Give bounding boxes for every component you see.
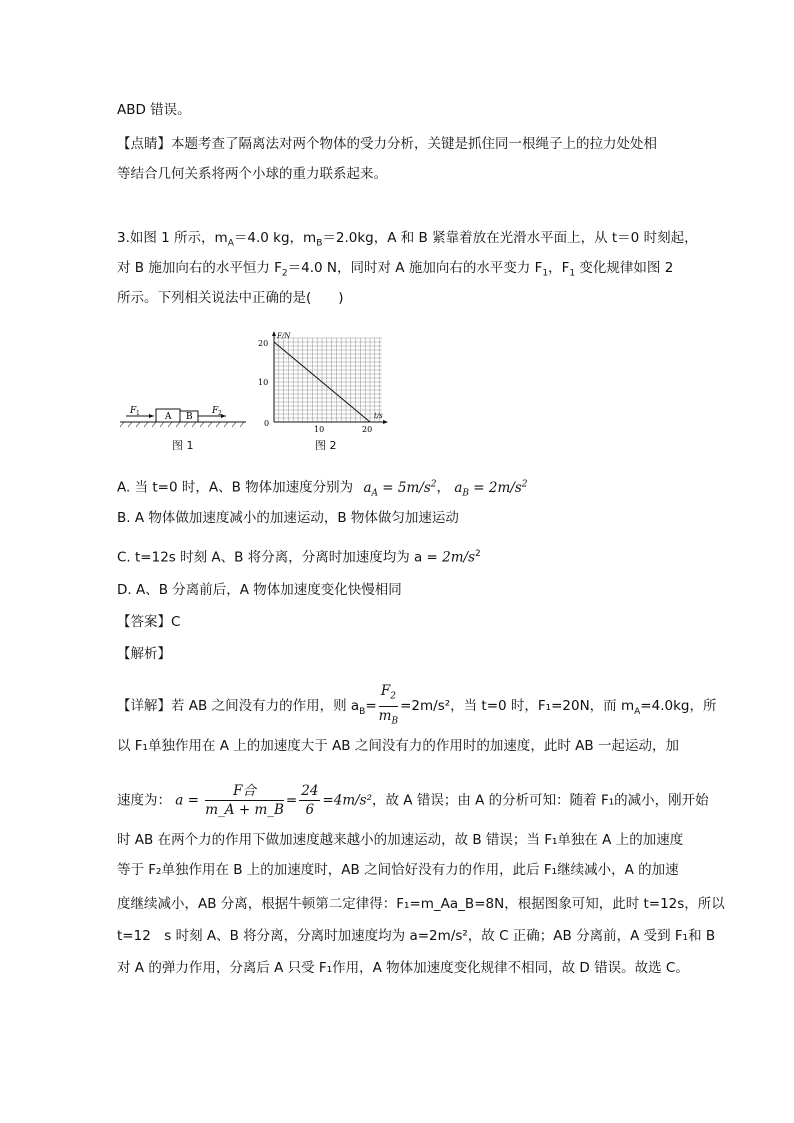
answer: 【答案】C [117, 614, 181, 630]
svg-text:1: 1 [136, 410, 140, 417]
question-line: 3.如图 1 所示，$m_A=4.0$ kg，$m_B=2.0kg$，A 和 B 紧靠着放在光滑水平面上，从 t＝0 时刻起， [117, 230, 698, 249]
option-d: D. A、B 分离前后，A 物体加速度变化快慢相同 [117, 582, 402, 598]
block-b-label: B [186, 412, 193, 422]
explanation-line: 以 F₁单独作用在 A 上的加速度大于 AB 之间没有力的作用时的加速度，此时 AB 一起运动，加 [117, 738, 679, 754]
explanation-line: 时 AB 在两个力的作用下做加速度越来越小的加速运动，故 B 错误；当 F₁单独在 A 上的加速度 [117, 832, 684, 848]
question-line: 所示。下列相关说法中正确的是( ) [117, 290, 344, 306]
chart-grid [274, 338, 382, 422]
option-c: C. t=12s 时刻 A、B 将分离，分离时加速度均为 $a = 2m/s^2$ [117, 549, 481, 566]
option-b: B. A 物体做加速度减小的加速运动，B 物体做匀加速运动 [117, 510, 459, 526]
text-line: 【点睛】本题考查了隔离法对两个物体的受力分析，关键是抓住同一根绳子上的拉力处处相 [117, 136, 657, 152]
y-axis-label: F/N [277, 332, 291, 340]
figure-1 [120, 392, 250, 442]
block-a-label: A [165, 412, 172, 422]
figure-2-chart [252, 330, 392, 440]
svg-text:2: 2 [218, 410, 222, 417]
figure-1-caption: 图 1 [172, 439, 194, 452]
explanation-line: 等于 F₂单独作用在 B 上的加速度时，AB 之间恰好没有力的作用，此后 F₁继续减小，A 的加速 [117, 862, 679, 878]
analysis-heading: 【解析】 [117, 646, 171, 662]
explanation-line: 对 A 的弹力作用，分离后 A 只受 F₁作用，A 物体加速度变化规律不相同，故 D 错误。故选 C。 [117, 960, 689, 976]
text-line: ABD 错误。 [117, 102, 191, 118]
option-a: A. 当 t=0 时，A、B 物体加速度分别为 $a_A = 5m/s^2$， $a_B = 2m/s^2$ [117, 479, 528, 499]
explanation-line: t=12 s 时刻 A、B 将分离，分离时加速度均为 a=2m/s²，故 C 正确；AB 分离前，A 受到 F₁和 B [117, 928, 716, 944]
x-tick-label: 20 [362, 425, 373, 434]
x-tick-label: 10 [314, 425, 325, 434]
explanation-line: 【详解】若 AB 之间没有力的作用，则 $a_B=$ $\frac{F_2}{m_B}$ =2m/s²，当 t=0 时，F₁=20N，而 $m_A=4.0kg$，所 [117, 683, 717, 727]
f2-label: F [212, 406, 219, 416]
explanation-line: 速度为： a = $\frac{\text{F合}}{m\_A + m\_B}$ = $\frac{24}{6}$ =4m/s²，故 A 错误；由 A 的分析可知：随着 F₁的减小，刚开始 [117, 783, 709, 818]
text-line: 等结合几何关系将两个小球的重力联系起来。 [117, 166, 387, 182]
y-tick-label: 20 [258, 339, 269, 348]
y-tick-label: 10 [258, 378, 269, 387]
figure-2-caption: 图 2 [315, 439, 337, 452]
f1-label: F [130, 406, 137, 416]
origin-label: 0 [264, 419, 270, 428]
x-axis-label: t/s [374, 412, 383, 420]
explanation-line: 度继续减小，AB 分离，根据牛顿第二定律得：F₁=m_Aa_B=8N，根据图象可知，此时 t=12s，所以 [117, 896, 725, 912]
question-line: 对 B 施加向右的水平恒力 $F_2=4.0$ N，同时对 A 施加向右的水平变力 $F_1$，$F_1$ 变化规律如图 2 [117, 260, 674, 279]
